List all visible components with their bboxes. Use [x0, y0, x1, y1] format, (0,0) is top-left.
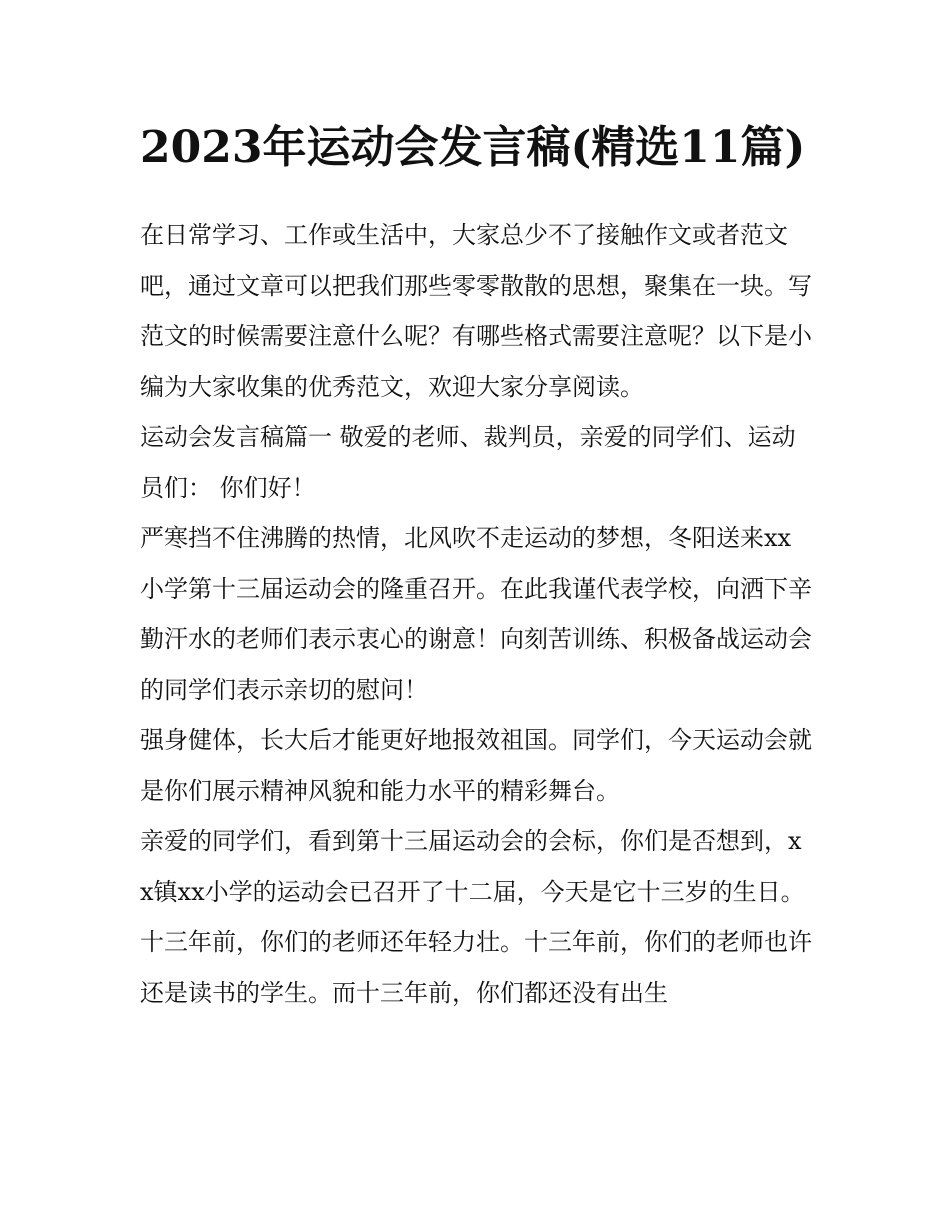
paragraph-fitness: 强身健体，长大后才能更好地报效祖国。同学们，今天运动会就是你们展示精神风貌和能力水平的精彩舞台。 [140, 726, 812, 805]
document-title: 2023年运动会发言稿(精选11篇) [140, 122, 806, 173]
document-body [140, 112, 812, 1018]
paragraph-opening: 严寒挡不住沸腾的热情，北风吹不走运动的梦想，冬阳送来xx小学第十三届运动会的隆重召开。在此我谨代表学校，向洒下辛勤汗水的老师们表示衷心的谢意！向刻苦训练、积极备战运动会的同学们表示亲切的慰问！ [140, 524, 812, 704]
paragraph-greeting: 运动会发言稿篇一 敬爱的老师、裁判员，亲爱的同学们、运动员们： 你们好！ [140, 423, 796, 502]
paragraph-anniversary: 亲爱的同学们，看到第十三届运动会的会标，你们是否想到，xx镇xx小学的运动会已召开了十二届，今天是它十三岁的生日。十三年前，你们的老师还年轻力壮。十三年前，你们的老师也许还是读书的学生。而十三年前，你们都还没有出生 [140, 827, 812, 1007]
paragraph-intro: 在日常学习、工作或生活中，大家总少不了接触作文或者范文吧，通过文章可以把我们那些零零散散的思想，聚集在一块。写范文的时候需要注意什么呢？有哪些格式需要注意呢？以下是小编为大家收集的优秀范文，欢迎大家分享阅读。 [140, 221, 812, 401]
